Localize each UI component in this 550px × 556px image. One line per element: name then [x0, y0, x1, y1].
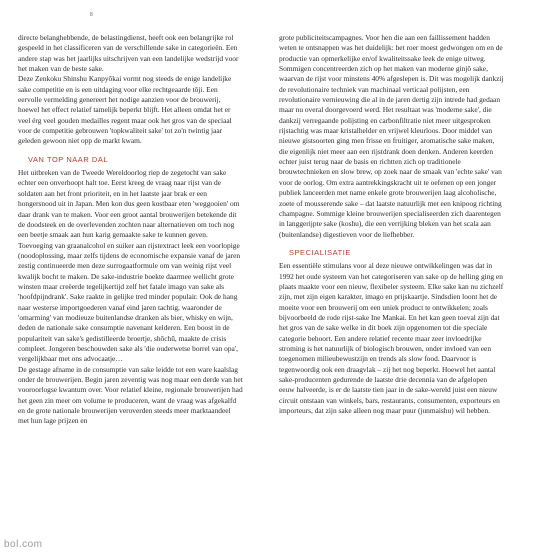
right-column: [279, 33, 504, 416]
page-number: 8: [90, 12, 93, 18]
paragraph: Het uitbreken van de Tweede Wereldoorlog riep de zegetocht van sake echter een onverhoopt halt toe. Eerst kreeg de vraag naar rijst van de soldaten aan het front prioriteit, en in het laatste jaar brak er een hongersnood uit in Japan. Men kon dus geen kostbaar eten 'weggooien' om daar drank van te maken. Voor een groot aantal brouwerijen betekende dit de doodsteek en de overlevenden zochten naar alternatieven om toch nog een beetje smaak aan hun karig gemaakte sake te kunnen geven. Toevoeging van graanalcohol en suiker aan rijstextract leek een voorlopige (noodoplossing, maar zelfs tijdens de economische expansie vanaf de jaren zestig continueerde men deze surrogaatformule om van weinig rijst veel kwalijk bocht te maken. De sake-industrie boekte daarmee wellicht grote winsten maar creëerde tegelijkertijd zelf het fatale imago van sake als 'hoofdpijndrank'. Sake raakte in gelijke tred minder populair. Ook de hang naar westerse importgoederen vanaf eind jaren tachtig, waaronder de 'omarming' van modieuze buitenlandse dranken als bier, whisky en wijn, deden de nationale sake consumptie navenant kelderen. Een boost in de populariteit van sake's gedistilleerde broertje, shōchū, maakte de crisis compleet. Jongeren beschouwden sake als 'die ouderwetse borrel van opa', vergelijkbaar met ons advocaatje…: [18, 168, 241, 364]
paragraph: grote publiciteitscampagnes. Voor hen die aan een faillissement hadden weten te ontsnappen was het duidelijk: het roer moest gedwongen om en de productie van opmerkelijke en/of kwaliteitssake leek de enige uitweg. Sommigen concentreerden zich op het maken van moderne ginjō sake, waarvan de rijst voor minstens 40% afgeslepen is. Dit was mogelijk dankzij de revolutionaire techniek van machinaal verticaal polijsten, een revolutionaire vernieuwing die al in de jaren dertig zijn intrede had gedaan maar nu overal doorgevoerd werd. Het resultaat was 'moderne sake', die dankzij verregaande polijsting en carbonfiltratie niet meer uitgesproken rijstachtig was maar kristalhelder en vrijwel kleurloos. Door middel van nieuwe gistsoorten ging men frisse en fruitiger, aromatische sake maken, die eigenlijk niet meer aan een rijstdrank doen denken. Anderen keerden echter juist terug naar de basis en richtten zich op traditionele brouwtechnieken en slow brew, op zoek naar de smaak van 'echte sake' van voor de oorlog. Om extra aantrekkingskracht uit te oefenen op een jonger publiek lanceerden met name enkele grote brouwerijen laag alcoholische, zoete of mousserende sake – dat laatste natuurlijk met een knipoog richting champagne. Sommige kleine brouwerijen specialiseerden zich daarentegen in langgerijpte sake (koshu), die een verrijking bleken van het scala aan (buitenlandse) digestieven voor de liefhebber.: [279, 33, 504, 239]
paragraph: directe belanghebbende, de belastingdienst, heeft ook een belangrijke rol gespeeld in het classificeren van de verschillende sake in categorieën. Een andere stap was het jaarlijks uitschrijven van een landelijke wedstrijd voor het maken van de beste sake.: [18, 33, 239, 74]
paragraph: Deze Zenkoku Shinshu Kanpyōkai vormt nog steeds de enige landelijke sake competitie en is een uitdaging voor elke rechtgeaarde tōji. Een eervolle vermelding genereert het nodige aanzien voor de brouwerij, hoewel het effect relatief tamelijk beperkt blijft. Het alleen omdat het er veel érg veel gouden medailles regent maar ook het gros van de speciaal voor de competitie gebrouwen 'topkwaliteit sake' tot zo'n twintig jaar geleden gewoon niet opp de markt kwam.: [18, 74, 232, 146]
paragraph: Een essentiële stimulans voor al deze nieuwe ontwikkelingen was dat in 1992 het oude systeem van het categoriseren van sake op de helling ging en plaats maakte voor een nieuw, flexibeler systeem. Elke sake kan nu zichzelf zijn, met zijn eigen karakter, imago en prijskaartje. Sindsdien loont het de moeite voor een brouwerij om een uniek product te ontwikkelen; zoals bijvoorbeeld de rode rijst-sake Ine Mankai. En het kan geen toeval zijn dat het gros van de sake welke in dit boek zijn opgenomen tot die speciale categorie behoort. Een andere relatief recente maar zeer invloedrijke stroming is het natuurlijk of biologisch brouwen, onder invloed van een toegenomen milieubewustzijn en trends als slow food. Daarvoor is tegenwoordig ook een draagvlak – zij het nog beperkt. Hoewel het aantal sake-producenten gedurende de laatste drie decennia van de afgelopen eeuw halveerde, is er de laatste tien jaar in de sake-wereld juist een nieuw circuit ontstaan van winkels, bars, restaurants, consumenten, exporteurs en importeurs, dat zijn sake alleen nog maar puur (junmaishu) wil hebben.: [279, 261, 504, 416]
paragraph: De gestage afname in de consumptie van sake leidde tot een ware kaalslag onder de brouwerijen. Begin jaren zeventig was nog maar een derde van het vooroorlogse kwantum over. Voor relatief kleine, regionale brouwerijen had het geen zin meer om volume te produceren, want de vraag was afgekalfd en de grote nationale brouwerijen veroverden steeds meer marktaandeel met hun lage prijzen en: [18, 364, 243, 426]
watermark: bol.com: [4, 539, 43, 550]
section-heading: VAN TOP NAAR DAL: [28, 154, 109, 164]
left-column: [18, 33, 243, 427]
section-heading: SPECIALISATIE: [289, 247, 351, 257]
